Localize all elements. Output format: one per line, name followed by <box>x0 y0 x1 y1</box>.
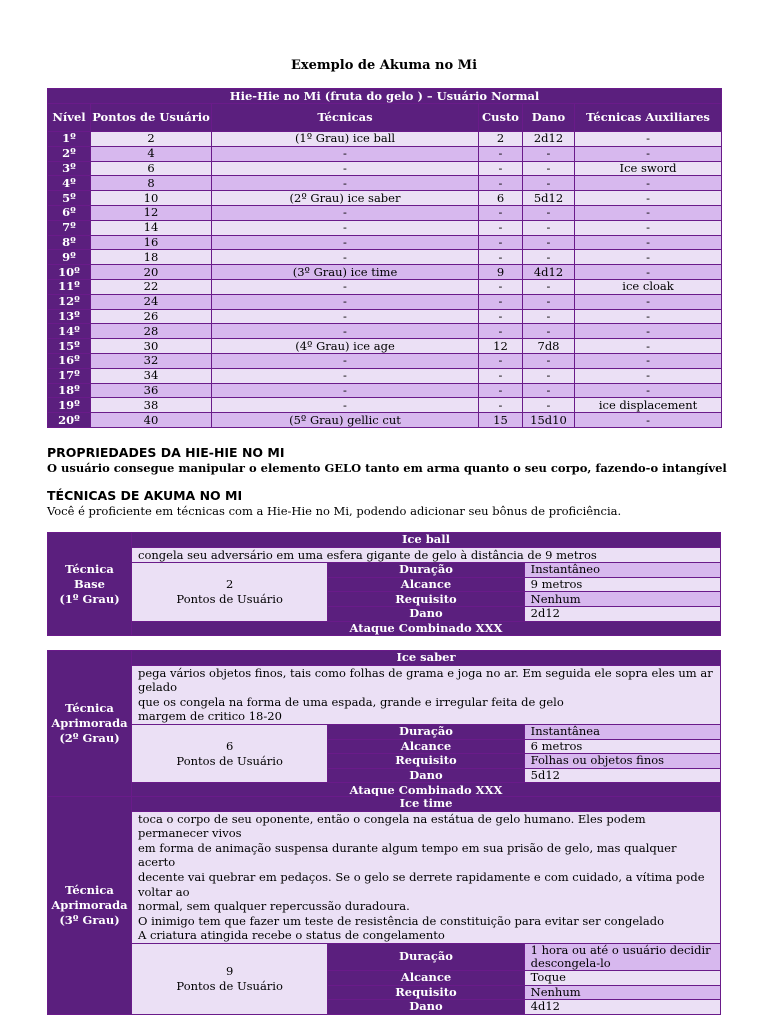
stat-value: 9 metros <box>524 577 720 592</box>
damage-cell: - <box>523 398 575 413</box>
aux-technique-cell: - <box>575 235 722 250</box>
level-cell: 8º <box>48 235 91 250</box>
cost-cell: - <box>479 146 523 161</box>
cost-cell: - <box>479 279 523 294</box>
combined-attack: Ataque Combinado XXX <box>132 621 721 636</box>
technique-cell: - <box>212 205 479 220</box>
table-row <box>48 413 722 428</box>
technique-rank-line: Técnica <box>65 701 114 716</box>
technique-rank-line: (1º Grau) <box>59 591 120 606</box>
technique-cost <box>132 724 328 782</box>
table-row <box>48 294 722 309</box>
aux-technique-cell: - <box>575 294 722 309</box>
table-row <box>48 383 722 398</box>
table-row <box>48 279 722 294</box>
technique-title: Ice saber <box>132 651 721 666</box>
description-line: que os congela na forma de uma espada, grande e irregular feita de gelo <box>138 694 564 709</box>
aux-technique-cell: - <box>575 132 722 147</box>
technique-cell: - <box>212 220 479 235</box>
cost-cell: - <box>479 235 523 250</box>
cost-cell: - <box>479 398 523 413</box>
table-row <box>48 220 722 235</box>
damage-cell: 4d12 <box>523 265 575 280</box>
points-cell: 10 <box>91 191 212 206</box>
technique-card-ice-ball <box>47 532 721 636</box>
level-cell: 20º <box>48 413 91 428</box>
aux-technique-cell: - <box>575 265 722 280</box>
points-cell: 18 <box>91 250 212 265</box>
technique-rank-line: (2º Grau) <box>59 731 120 746</box>
description-line: normal, sem qualquer repercussão duradoura. <box>138 899 410 914</box>
level-cell: 5º <box>48 191 91 206</box>
technique-card-ice-time <box>47 796 721 1015</box>
aux-technique-cell: - <box>575 220 722 235</box>
stat-label: Dano <box>328 768 524 783</box>
technique-cost <box>132 563 328 621</box>
page-title: Exemplo de Akuma no Mi <box>290 58 478 73</box>
level-cell: 19º <box>48 398 91 413</box>
points-cell: 16 <box>91 235 212 250</box>
aux-technique-cell: - <box>575 191 722 206</box>
level-table-caption: Hie-Hie no Mi (fruta do gelo ) – Usuário Normal <box>48 89 722 104</box>
cost-line: 2 <box>226 576 234 591</box>
description-line: O inimigo tem que fazer um teste de resistência de constituição para evitar ser congelado <box>138 913 664 928</box>
damage-cell: - <box>523 353 575 368</box>
technique-cell: - <box>212 161 479 176</box>
description-line: congela seu adversário em uma esfera gigante de gelo à distância de 9 metros <box>138 547 597 562</box>
points-cell: 38 <box>91 398 212 413</box>
aux-technique-cell: - <box>575 339 722 354</box>
technique-cell: - <box>212 309 479 324</box>
points-cell: 6 <box>91 161 212 176</box>
technique-cell: - <box>212 383 479 398</box>
technique-cell: (2º Grau) ice saber <box>212 191 479 206</box>
damage-cell: - <box>523 161 575 176</box>
level-table <box>47 88 722 428</box>
aux-technique-cell: - <box>575 368 722 383</box>
damage-cell: 5d12 <box>523 191 575 206</box>
stat-value: Instantânea <box>524 724 720 739</box>
points-cell: 32 <box>91 353 212 368</box>
points-cell: 22 <box>91 279 212 294</box>
damage-cell: - <box>523 176 575 191</box>
cost-line: Pontos de Usuário <box>176 591 283 606</box>
stat-value: 4d12 <box>524 1000 720 1015</box>
level-table-header: Técnicas Auxiliares <box>575 104 722 132</box>
points-cell: 12 <box>91 205 212 220</box>
technique-cell: (3º Grau) ice time <box>212 265 479 280</box>
level-cell: 15º <box>48 339 91 354</box>
cost-cell: - <box>479 324 523 339</box>
cost-cell: - <box>479 309 523 324</box>
table-row <box>48 146 722 161</box>
level-cell: 4º <box>48 176 91 191</box>
points-cell: 34 <box>91 368 212 383</box>
level-cell: 12º <box>48 294 91 309</box>
table-row <box>48 309 722 324</box>
cost-line: 9 <box>226 963 234 978</box>
level-cell: 16º <box>48 353 91 368</box>
cost-cell: - <box>479 353 523 368</box>
stat-label: Requisito <box>328 754 524 769</box>
level-table-header: Dano <box>523 104 575 132</box>
points-cell: 26 <box>91 309 212 324</box>
cost-cell: - <box>479 161 523 176</box>
cost-line: Pontos de Usuário <box>176 753 283 768</box>
table-row <box>48 161 722 176</box>
technique-cell: - <box>212 176 479 191</box>
description-line: A criatura atingida recebe o status de congelamento <box>138 928 445 943</box>
technique-rank <box>48 533 132 636</box>
stat-value: 6 metros <box>524 739 720 754</box>
stat-label: Duração <box>328 943 524 970</box>
damage-cell: - <box>523 220 575 235</box>
cost-cell: - <box>479 250 523 265</box>
cost-line: Pontos de Usuário <box>176 978 283 993</box>
level-cell: 2º <box>48 146 91 161</box>
damage-cell: 7d8 <box>523 339 575 354</box>
description-line: margem de critico 18-20 <box>138 709 282 724</box>
level-table-header: Custo <box>479 104 523 132</box>
technique-card-ice-saber <box>47 650 721 798</box>
stat-label: Alcance <box>328 739 524 754</box>
damage-cell: - <box>523 235 575 250</box>
points-cell: 8 <box>91 176 212 191</box>
damage-cell: 15d10 <box>523 413 575 428</box>
technique-rank-line: (3º Grau) <box>59 912 120 927</box>
description-line: toca o corpo de seu oponente, então o congela na estátua de gelo humano. Eles podem permanecer vivos <box>138 811 646 841</box>
technique-cell: (1º Grau) ice ball <box>212 132 479 147</box>
level-cell: 7º <box>48 220 91 235</box>
combined-attack: Ataque Combinado XXX <box>132 783 721 798</box>
points-cell: 4 <box>91 146 212 161</box>
technique-cell: - <box>212 235 479 250</box>
points-cell: 20 <box>91 265 212 280</box>
level-cell: 3º <box>48 161 91 176</box>
points-cell: 14 <box>91 220 212 235</box>
technique-cell: - <box>212 146 479 161</box>
stat-value: Toque <box>524 970 720 985</box>
technique-cell: - <box>212 250 479 265</box>
properties-text: O usuário consegue manipular o elemento GELO tanto em arma quanto o seu corpo, fazendo-o intangível <box>47 461 727 475</box>
level-cell: 11º <box>48 279 91 294</box>
damage-cell: - <box>523 368 575 383</box>
table-row <box>48 191 722 206</box>
technique-rank <box>48 797 132 1015</box>
aux-technique-cell: ice displacement <box>575 398 722 413</box>
damage-cell: 2d12 <box>523 132 575 147</box>
cost-cell: 15 <box>479 413 523 428</box>
stat-value: 5d12 <box>524 768 720 783</box>
stat-label: Requisito <box>328 592 524 607</box>
table-row <box>48 176 722 191</box>
cost-cell: - <box>479 205 523 220</box>
technique-title: Ice ball <box>132 533 721 548</box>
description-line: em forma de animação suspensa durante algum tempo em sua prisão de gelo, mas qualquer acerto <box>138 840 677 870</box>
properties-heading: PROPRIEDADES DA HIE-HIE NO MI <box>47 445 285 460</box>
description-line: pega vários objetos finos, tais como folhas de grama e joga no ar. Em seguida ele sopra eles um ar gelado <box>138 665 713 695</box>
level-cell: 18º <box>48 383 91 398</box>
technique-rank-line: Técnica <box>65 561 114 576</box>
cost-cell: - <box>479 383 523 398</box>
technique-cell: (5º Grau) gellic cut <box>212 413 479 428</box>
aux-technique-cell: - <box>575 205 722 220</box>
technique-rank-line: Aprimorada <box>51 897 128 912</box>
damage-cell: - <box>523 279 575 294</box>
table-row <box>48 368 722 383</box>
aux-technique-cell: - <box>575 176 722 191</box>
damage-cell: - <box>523 383 575 398</box>
level-cell: 17º <box>48 368 91 383</box>
level-table-header: Pontos de Usuário <box>91 104 212 132</box>
technique-rank <box>48 651 132 798</box>
level-cell: 1º <box>48 132 91 147</box>
aux-technique-cell: - <box>575 383 722 398</box>
technique-description <box>132 547 721 563</box>
points-cell: 2 <box>91 132 212 147</box>
damage-cell: - <box>523 205 575 220</box>
aux-technique-cell: - <box>575 413 722 428</box>
stat-label: Duração <box>328 724 524 739</box>
stat-value: Instantâneo <box>524 563 720 578</box>
stat-value: 2d12 <box>524 606 720 621</box>
level-cell: 9º <box>48 250 91 265</box>
technique-cell: - <box>212 324 479 339</box>
stat-value: 1 hora ou até o usuário decidir descongela-lo <box>524 943 720 970</box>
stat-label: Requisito <box>328 985 524 1000</box>
technique-cell: - <box>212 398 479 413</box>
cost-cell: 2 <box>479 132 523 147</box>
stat-label: Dano <box>328 1000 524 1015</box>
techniques-heading: TÉCNICAS DE AKUMA NO MI <box>47 488 243 503</box>
damage-cell: - <box>523 324 575 339</box>
table-row <box>48 324 722 339</box>
technique-cell: (4º Grau) ice age <box>212 339 479 354</box>
cost-cell: 9 <box>479 265 523 280</box>
technique-cell: - <box>212 294 479 309</box>
description-line: decente vai quebrar em pedaços. Se o gelo se derrete rapidamente e com cuidado, a vítima pode voltar ao <box>138 869 705 899</box>
level-cell: 6º <box>48 205 91 220</box>
damage-cell: - <box>523 309 575 324</box>
points-cell: 36 <box>91 383 212 398</box>
aux-technique-cell: - <box>575 353 722 368</box>
technique-description <box>132 811 721 943</box>
technique-description <box>132 665 721 724</box>
damage-cell: - <box>523 146 575 161</box>
table-row <box>48 398 722 413</box>
technique-rank-line: Técnica <box>65 882 114 897</box>
level-table-header: Técnicas <box>212 104 479 132</box>
cost-cell: 12 <box>479 339 523 354</box>
technique-title: Ice time <box>132 797 721 812</box>
cost-cell: - <box>479 176 523 191</box>
technique-cell: - <box>212 353 479 368</box>
level-cell: 14º <box>48 324 91 339</box>
aux-technique-cell: ice cloak <box>575 279 722 294</box>
aux-technique-cell: - <box>575 250 722 265</box>
technique-cell: - <box>212 368 479 383</box>
stat-value: Nenhum <box>524 985 720 1000</box>
stat-value: Folhas ou objetos finos <box>524 754 720 769</box>
cost-cell: - <box>479 220 523 235</box>
aux-technique-cell: - <box>575 309 722 324</box>
level-cell: 13º <box>48 309 91 324</box>
damage-cell: - <box>523 294 575 309</box>
level-cell: 10º <box>48 265 91 280</box>
points-cell: 24 <box>91 294 212 309</box>
stat-label: Alcance <box>328 577 524 592</box>
cost-cell: - <box>479 368 523 383</box>
damage-cell: - <box>523 250 575 265</box>
points-cell: 28 <box>91 324 212 339</box>
stat-value: Nenhum <box>524 592 720 607</box>
table-row <box>48 205 722 220</box>
aux-technique-cell: - <box>575 146 722 161</box>
points-cell: 30 <box>91 339 212 354</box>
table-row <box>48 339 722 354</box>
table-row <box>48 353 722 368</box>
stat-label: Dano <box>328 606 524 621</box>
techniques-text: Você é proficiente em técnicas com a Hie-Hie no Mi, podendo adicionar seu bônus de proficiência. <box>47 504 622 518</box>
table-row <box>48 265 722 280</box>
cost-cell: - <box>479 294 523 309</box>
points-cell: 40 <box>91 413 212 428</box>
level-table-header: Nível <box>48 104 91 132</box>
technique-rank-line: Base <box>74 576 105 591</box>
aux-technique-cell: - <box>575 324 722 339</box>
stat-label: Alcance <box>328 970 524 985</box>
cost-line: 6 <box>226 738 234 753</box>
technique-cost <box>132 943 328 1014</box>
technique-cell: - <box>212 279 479 294</box>
table-row <box>48 250 722 265</box>
technique-rank-line: Aprimorada <box>51 716 128 731</box>
table-row <box>48 235 722 250</box>
stat-label: Duração <box>328 563 524 578</box>
aux-technique-cell: Ice sword <box>575 161 722 176</box>
table-row <box>48 132 722 147</box>
cost-cell: 6 <box>479 191 523 206</box>
